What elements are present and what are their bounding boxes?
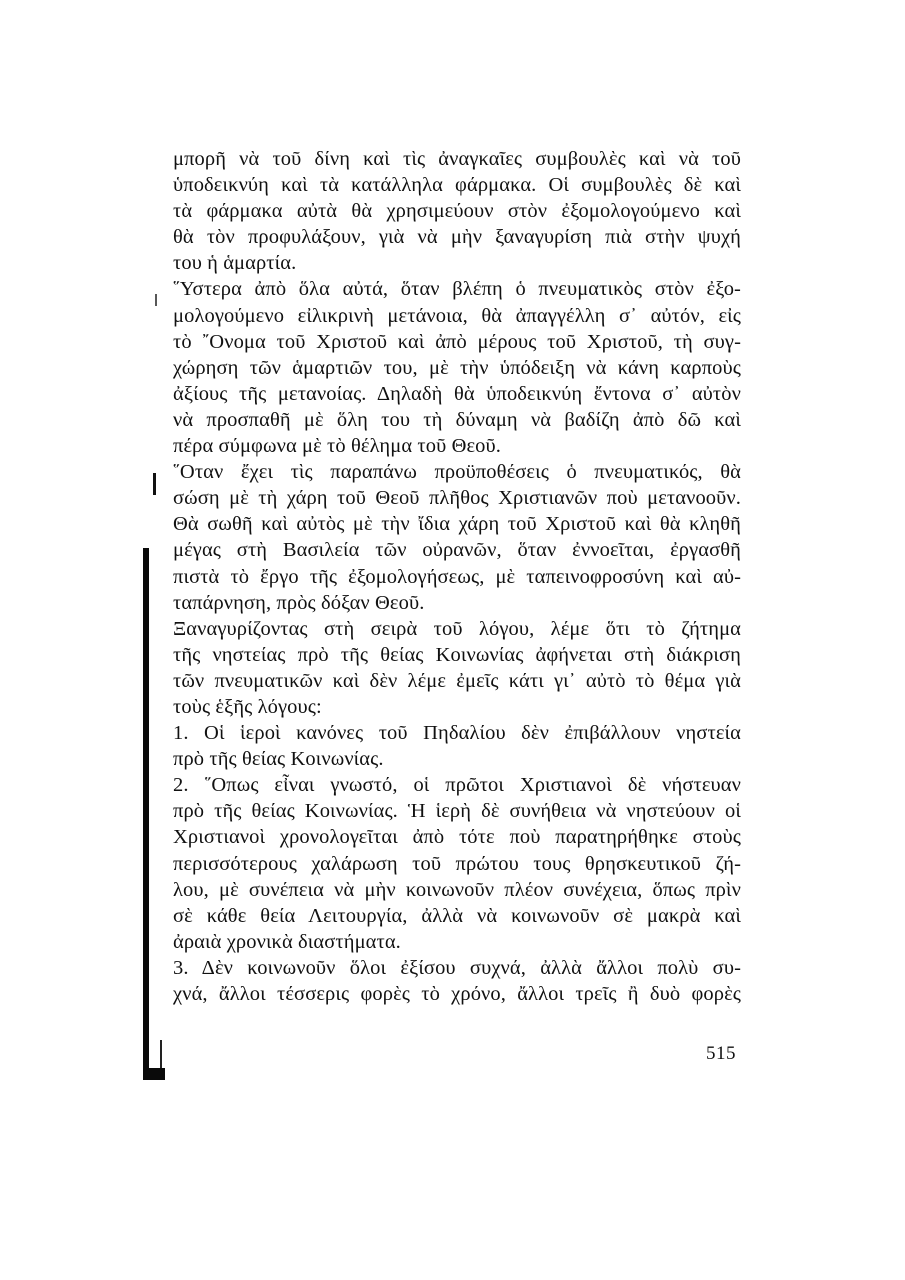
text-line: ἀξίους τῆς μετανοίας. Δηλαδὴ θὰ ὑποδεικνύη ἔντονα σ᾽ αὐτὸν: [173, 382, 741, 405]
scan-artifact-thin-line: [160, 1040, 162, 1068]
scan-artifact-margin-foot: [143, 1068, 165, 1080]
text-line: 3. Δὲν κοινωνοῦν ὅλοι ἐξίσου συχνά, ἀλλὰ ἄλλοι πολὺ συ-: [173, 956, 741, 979]
text-line: πρὸ τῆς θείας Κοινωνίας. Ἡ ἱερὴ δὲ συνήθεια νὰ νηστεύουν οἱ: [173, 800, 741, 823]
text-line: περισσότερους χαλάρωση τοῦ πρώτου τους θρησκευτικοῦ ζή-: [173, 852, 741, 875]
scan-artifact-margin-bar: [143, 548, 149, 1078]
text-line: Θὰ σωθῆ καὶ αὐτὸς μὲ τὴν ἴδια χάρη τοῦ Χριστοῦ καὶ θὰ κληθῆ: [173, 513, 741, 536]
text-line: χώρηση τῶν ἁμαρτιῶν του, μὲ τὴν ὑπόδειξη νὰ κάνη καρποὺς: [173, 356, 741, 379]
text-line: πιστὰ τὸ ἔργο τῆς ἐξομολογήσεως, μὲ ταπεινοφροσύνη καὶ αὐ-: [173, 565, 741, 588]
text-line: λου, μὲ συνέπεια νὰ μὴν κοινωνοῦν πλέον συνέχεια, ὅπως πρὶν: [173, 878, 741, 901]
text-line: σὲ κάθε θεία Λειτουργία, ἀλλὰ νὰ κοινωνοῦν σὲ μακρὰ καὶ: [173, 904, 741, 927]
text-line: τῆς νηστείας πρὸ τῆς θείας Κοινωνίας ἀφήνεται στὴ διάκριση: [173, 643, 741, 666]
text-line: τοὺς ἑξῆς λόγους:: [173, 695, 322, 718]
text-line: 1. Οἱ ἱεροὶ κανόνες τοῦ Πηδαλίου δὲν ἐπιβάλλουν νηστεία: [173, 722, 741, 745]
text-line: μέγας στὴ Βασιλεία τῶν οὐρανῶν, ὅταν ἐννοεῖται, ἐργασθῆ: [173, 539, 741, 562]
text-line: 2. ῞Οπως εἶναι γνωστό, οἱ πρῶτοι Χριστιανοὶ δὲ νήστευαν: [173, 774, 741, 797]
text-line: πρὸ τῆς θείας Κοινωνίας.: [173, 748, 384, 771]
text-line: ὑποδεικνύη καὶ τὰ κατάλληλα φάρμακα. Οἱ συμβουλὲς δὲ καὶ: [173, 174, 741, 197]
text-line: τὸ ῎Ονομα τοῦ Χριστοῦ καὶ ἀπὸ μέρους τοῦ Χριστοῦ, τὴ συγ-: [173, 330, 741, 353]
text-line: ἀραιὰ χρονικὰ διαστήματα.: [173, 930, 401, 953]
scan-artifact-mark: [153, 473, 156, 495]
text-line: ταπάρνηση, πρὸς δόξαν Θεοῦ.: [173, 591, 425, 614]
text-line: θὰ τὸν προφυλάξουν, γιὰ νὰ μὴν ξαναγυρίση πιὰ στὴν ψυχή: [173, 226, 741, 249]
text-line: πέρα σύμφωνα μὲ τὸ θέλημα τοῦ Θεοῦ.: [173, 435, 502, 458]
text-line: Χριστιανοὶ χρονολογεῖται ἀπὸ τότε ποὺ παρατηρήθηκε στοὺς: [173, 826, 741, 849]
text-line: μολογούμενο εἰλικρινὴ μετάνοια, θὰ ἀπαγγέλλη σ᾽ αὐτόν, εἰς: [173, 304, 741, 327]
text-line: σώση μὲ τὴ χάρη τοῦ Θεοῦ πλῆθος Χριστιανῶν ποὺ μετανοοῦν.: [173, 487, 741, 510]
text-line: τὰ φάρμακα αὐτὰ θὰ χρησιμεύουν στὸν ἐξομολογούμενο καὶ: [173, 200, 741, 223]
text-line: χνά, ἄλλοι τέσσερις φορὲς τὸ χρόνο, ἄλλοι τρεῖς ἢ δυὸ φορὲς: [173, 983, 741, 1005]
page-number: 515: [706, 1043, 736, 1064]
scan-artifact-mark: [155, 294, 157, 306]
text-line: μπορῆ νὰ τοῦ δίνη καὶ τὶς ἀναγκαῖες συμβουλὲς καὶ νὰ τοῦ: [173, 148, 741, 170]
text-line: νὰ προσπαθῆ μὲ ὅλη του τὴ δύναμη νὰ βαδίζη ἀπὸ δῶ καὶ: [173, 408, 741, 431]
text-line: του ἡ ἁμαρτία.: [173, 252, 297, 275]
text-line: Ξαναγυρίζοντας στὴ σειρὰ τοῦ λόγου, λέμε ὅτι τὸ ζήτημα: [173, 617, 741, 640]
text-line: ῞Οταν ἔχει τὶς παραπάνω προϋποθέσεις ὁ πνευματικός, θὰ: [173, 461, 741, 484]
text-line: ῞Υστερα ἀπὸ ὅλα αὐτά, ὅταν βλέπη ὁ πνευματικὸς στὸν ἐξο-: [173, 278, 741, 301]
text-line: τῶν πνευματικῶν καὶ δὲν λέμε ἐμεῖς κάτι γι᾽ αὐτὸ τὸ θέμα γιὰ: [173, 669, 741, 692]
body-text: [173, 146, 741, 1007]
